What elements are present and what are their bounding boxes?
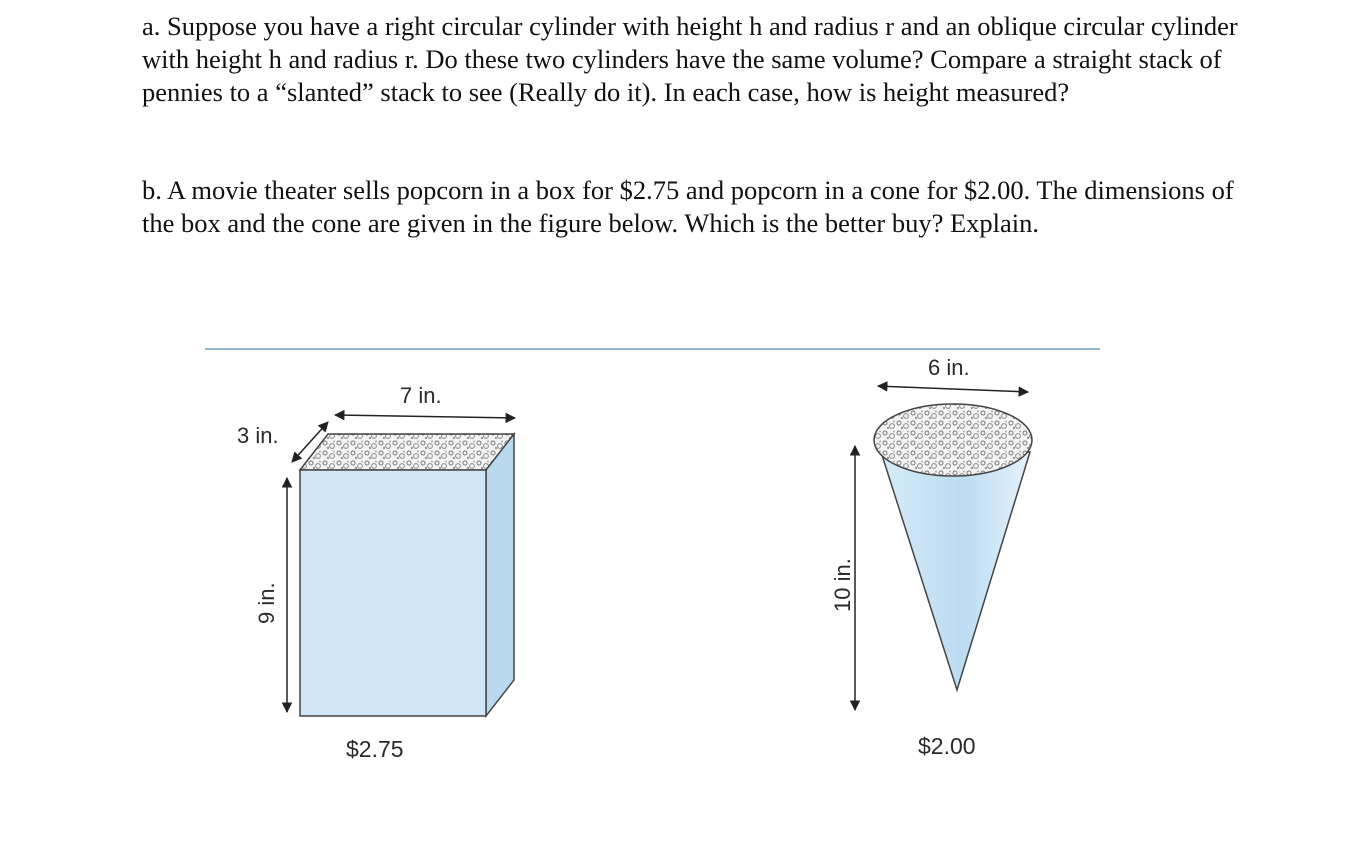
cone-diameter-arrow xyxy=(878,386,1028,392)
cone-body xyxy=(881,452,1030,690)
popcorn-box xyxy=(300,434,514,716)
cone-diameter-label: 6 in. xyxy=(928,355,970,380)
question-a-text: a. Suppose you have a right circular cylinder with height h and radius r and an oblique circular cylinder with height h and radius r. Do these two cylinders have the same volume? Compare a straight stack of pennies to a “slanted” stack to see (Really do it). In each case, how is height measured? xyxy=(142,11,1238,107)
box-top-popcorn xyxy=(300,434,514,470)
cone-height-label: 10 in. xyxy=(830,558,855,612)
box-width-arrow xyxy=(335,415,515,418)
cone-top-popcorn xyxy=(874,404,1032,476)
box-side-face xyxy=(486,434,514,716)
cone-price-label: $2.00 xyxy=(918,733,976,759)
box-front-face xyxy=(300,470,486,716)
box-height-label: 9 in. xyxy=(254,582,279,624)
box-depth-label: 3 in. xyxy=(237,423,279,448)
question-b-text: b. A movie theater sells popcorn in a box for $2.75 and popcorn in a cone for $2.00. The dimensions of the box and the cone are given in the figure below. Which is the better buy? Explain. xyxy=(142,175,1234,238)
popcorn-cone xyxy=(874,404,1032,690)
box-price-label: $2.75 xyxy=(346,736,404,762)
box-width-label: 7 in. xyxy=(400,383,442,408)
